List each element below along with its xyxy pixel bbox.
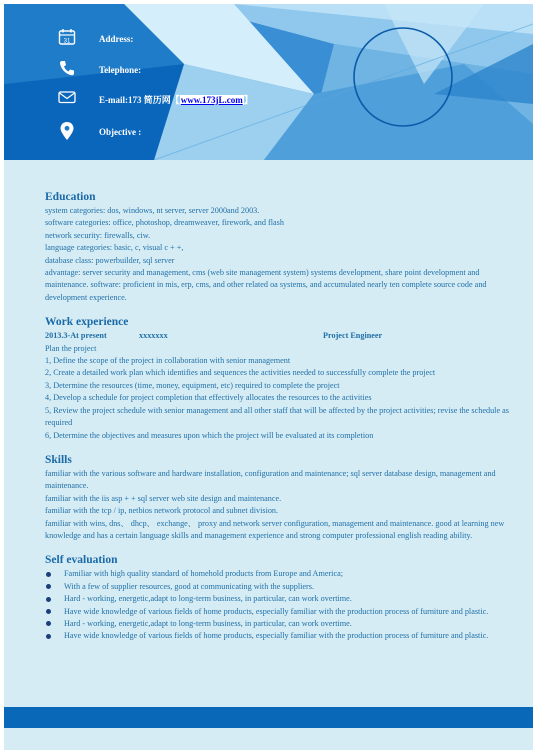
phone-icon (58, 61, 76, 79)
work-line: Plan the project (45, 343, 97, 353)
skills-line: familiar with the iis asp + + sql server web site design and maintenance. (45, 493, 282, 503)
education-line: database class: powerbuilder, sql server (45, 255, 175, 265)
work-line: 2, Create a detailed work plan which identifies and sequences the activities needed to successfully complete the project (45, 368, 436, 378)
list-item: Have wide knowledge of various fields of home products, especially familiar with the production process of furniture and plastic. (45, 630, 517, 642)
job-position: Project Engineer (323, 331, 383, 341)
education-line: language categories: basic, c, visual c + +, (45, 243, 184, 253)
address-label: Address: (99, 34, 134, 44)
list-item: Hard - working, energetic,adapt to long-term business, in particular, can work overtime. (45, 593, 517, 605)
objective-label: Objective : (99, 127, 142, 137)
list-item: Hard - working, energetic,adapt to long-term business, in particular, can work overtime. (45, 618, 517, 630)
education-section (45, 190, 517, 304)
svg-text:31: 31 (63, 38, 71, 45)
job-date: 2013.3-At present (45, 331, 107, 341)
resume-page (4, 4, 533, 750)
skills-line: familiar with the various software and hardware installation, configuration and maintenance; sql server database design, management and maintenance. (45, 468, 496, 491)
work-line: 5, Review the project schedule with senior management and all other staff that will be affected by the project activities; revise the schedule as required (45, 405, 509, 428)
work-line: 1, Define the scope of the project in collaboration with senior management (45, 356, 291, 366)
work-experience-section (45, 315, 517, 442)
skills-section (45, 453, 517, 542)
skills-title: Skills (45, 453, 72, 466)
contact-block (4, 4, 533, 160)
education-title: Education (45, 191, 96, 203)
resume-body (45, 190, 517, 654)
list-item: With a few of supplier resources, good at communicating with the suppliers. (45, 581, 517, 593)
self-evaluation-list (45, 568, 517, 642)
email-prefix: E-mail:173 简历网【 (99, 94, 180, 105)
skills-line: familiar with the tcp / ip, netbios network protocol and subnet division. (45, 506, 279, 516)
email-suffix: 】 (243, 94, 253, 105)
header-banner (4, 4, 533, 160)
self-evaluation-section (45, 553, 517, 642)
telephone-row (58, 59, 142, 81)
website-link[interactable]: www.173jL.com (180, 94, 243, 105)
work-line: 3, Determine the resources (time, money, equipment, etc) required to complete the project (45, 380, 340, 390)
objective-row (58, 121, 142, 143)
footer-bar (4, 707, 533, 728)
self-evaluation-title: Self evaluation (45, 554, 118, 567)
email-label (99, 93, 253, 106)
list-item: Have wide knowledge of various fields of home products, especially familiar with the production process of furniture and plastic. (45, 606, 517, 618)
telephone-label: Telephone: (99, 65, 142, 75)
email-row (58, 88, 253, 110)
education-line: advantage: server security and management, cms (web site management system) systems development, share point development and maintenance. software: proficient in mis, erp, cms, and other related oa systems, and accumulated nearly ten complete source code and development experience. (45, 268, 487, 302)
job-company: xxxxxxx (139, 331, 168, 341)
work-line: 4, Develop a schedule for project completion that effectively allocates the resources to the activities (45, 393, 372, 403)
work-experience-title: Work experience (45, 316, 129, 329)
education-line: software categories: office, photoshop, dreamweaver, firework, and flash (45, 218, 284, 228)
calendar-icon (58, 30, 76, 48)
address-row (58, 28, 134, 50)
mail-icon (58, 90, 76, 108)
work-line: 6, Determine the objectives and measures upon which the project will be evaluated at its completion (45, 430, 374, 440)
location-pin-icon (58, 123, 76, 141)
skills-line: familiar with wins, dns、 dhcp、 exchange、 proxy and network server configuration, management and maintenance. good at learning new knowledge and has a certain language skills and management experience and strong computer professional english reading ability. (45, 518, 505, 540)
education-line: network security: firewalls, ciw. (45, 230, 151, 240)
job-header (45, 330, 517, 342)
education-line: system categories: dos, windows, nt server, server 2000and 2003. (45, 206, 260, 215)
list-item: Familiar with high quality standard of homehold products from Europe and America; (45, 568, 517, 580)
